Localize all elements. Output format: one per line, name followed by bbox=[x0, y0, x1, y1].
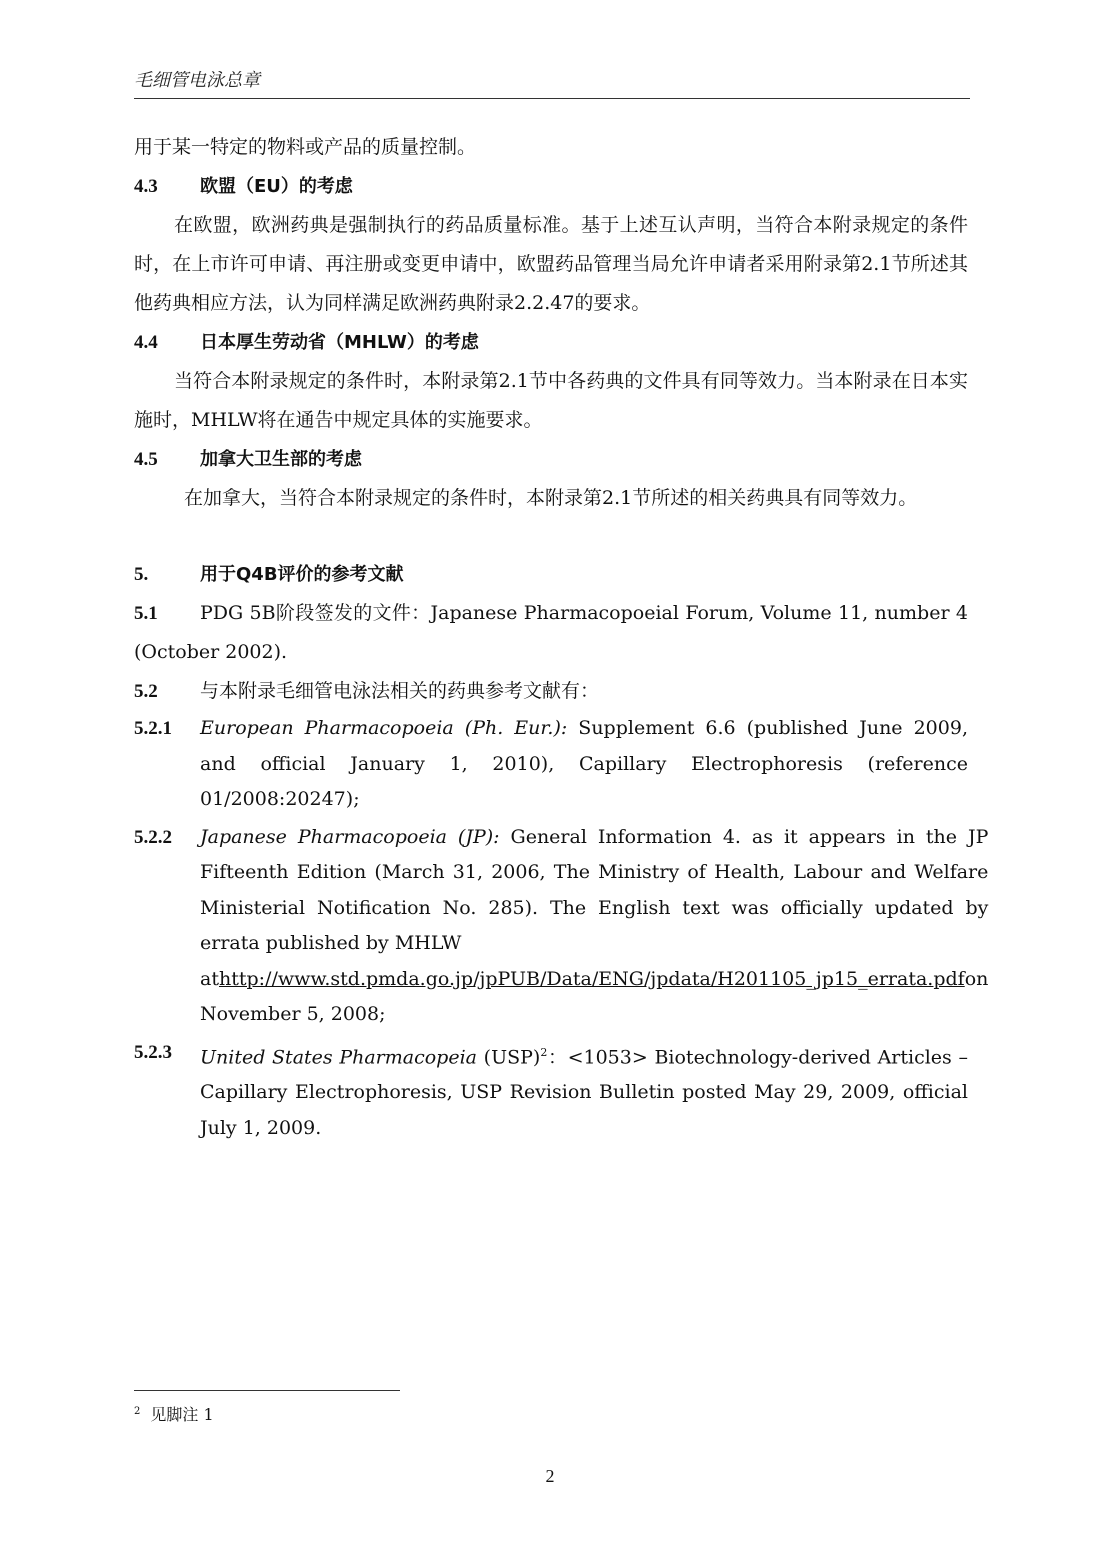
errata-link[interactable]: http://www.std.pmda.go.jp/jpPUB/Data/ENG/jpdata/H201105_jp15_errata.pdf bbox=[218, 967, 965, 990]
footnote-marker[interactable]: 2 bbox=[540, 1045, 548, 1059]
reference-number: 5.2.3 bbox=[134, 1041, 172, 1063]
section-title: 加拿大卫生部的考虑 bbox=[200, 449, 362, 470]
reference-number: 5.2.2 bbox=[134, 826, 172, 848]
section-title: 日本厚生劳动省（MHLW）的考虑 bbox=[200, 332, 479, 353]
url-line bbox=[200, 962, 988, 998]
reference-text: 与本附录毛细管电泳法相关的药典参考文献有： bbox=[200, 680, 600, 702]
at-word: at bbox=[200, 967, 219, 990]
reference-text bbox=[200, 1035, 968, 1147]
reference-text bbox=[200, 820, 988, 1033]
section-number: 4.4 bbox=[134, 332, 158, 353]
reference-text bbox=[200, 711, 968, 818]
header-rule bbox=[134, 98, 970, 99]
reference-5-2-2 bbox=[134, 820, 989, 1033]
intro-line: 用于某一特定的物料或产品的质量控制。 bbox=[134, 136, 477, 158]
reference-source: Japanese Pharmacopoeia (JP): bbox=[200, 825, 500, 848]
reference-5-2 bbox=[134, 672, 968, 711]
section-heading-5 bbox=[134, 555, 968, 594]
reference-number: 5.2.1 bbox=[134, 718, 172, 739]
section-heading-4-5 bbox=[134, 440, 968, 479]
footnote-rule bbox=[134, 1390, 400, 1391]
section-heading-4-4 bbox=[134, 323, 968, 362]
reference-5-2-3 bbox=[134, 1035, 968, 1147]
reference-5-2-1 bbox=[134, 711, 968, 818]
section-paragraph-4-4: 当符合本附录规定的条件时，本附录第2.1节中各药典的文件具有同等效力。当本附录在日本实施时，MHLW将在通告中规定具体的实施要求。 bbox=[134, 370, 968, 431]
reference-number: 5.1 bbox=[134, 603, 158, 624]
on-word: on bbox=[964, 967, 989, 990]
section-title: 用于Q4B评价的参考文献 bbox=[200, 564, 404, 585]
page-number: 2 bbox=[545, 1466, 555, 1486]
section-number: 4.5 bbox=[134, 449, 158, 470]
page-content bbox=[134, 128, 989, 1146]
reference-text: PDG 5B阶段签发的文件：Japanese Pharmacopoeial Forum, Volume 11, number 4 (October 2002). bbox=[134, 602, 968, 663]
section-heading-4-3 bbox=[134, 167, 968, 206]
running-header: 毛细管电泳总章 bbox=[134, 70, 260, 91]
reference-abbr: (USP) bbox=[477, 1045, 541, 1068]
reference-date: November 5, 2008; bbox=[200, 1003, 386, 1025]
section-paragraph-4-3: 在欧盟，欧洲药典是强制执行的药品质量标准。基于上述互认声明，当符合本附录规定的条件时，在上市许可申请、再注册或变更申请中，欧盟药品管理当局允许申请者采用附录第2.1节所述其他药典相应方法，认为同样满足欧洲药典附录2.2.47的要求。 bbox=[134, 214, 968, 314]
section-paragraph-4-5: 在加拿大，当符合本附录规定的条件时，本附录第2.1节所述的相关药典具有同等效力。 bbox=[184, 487, 918, 509]
section-number: 4.3 bbox=[134, 176, 158, 197]
section-gap bbox=[134, 518, 968, 555]
footnote-text: 见脚注 1 bbox=[150, 1405, 214, 1424]
footnote-number: 2 bbox=[134, 1405, 141, 1417]
section-number: 5. bbox=[134, 564, 149, 585]
footnote bbox=[134, 1402, 214, 1425]
reference-source: European Pharmacopoeia (Ph. Eur.): bbox=[200, 717, 568, 739]
reference-detail: General Information 4. as it appears in the JP Fifteenth Edition (March 31, 2006, The Ministry of Health, Labour and Welfare Ministerial Notification No. 285). The English text was officially updated by errata published by MHLW bbox=[200, 825, 989, 954]
reference-5-1 bbox=[134, 594, 968, 672]
reference-detail: ：<1053> Biotechnology-derived Articles – Capillary Electrophoresis, USP Revision Bulletin posted May 29, 2009, official July 1, 2009. bbox=[200, 1045, 968, 1139]
reference-number: 5.2 bbox=[134, 681, 158, 702]
section-title: 欧盟（EU）的考虑 bbox=[200, 176, 353, 197]
reference-source: United States Pharmacopeia bbox=[200, 1045, 477, 1068]
reference-detail: Supplement 6.6 (published June 2009, and official January 1, 2010), Capillary Electrophoresis (reference 01/2008:20247); bbox=[200, 717, 968, 810]
